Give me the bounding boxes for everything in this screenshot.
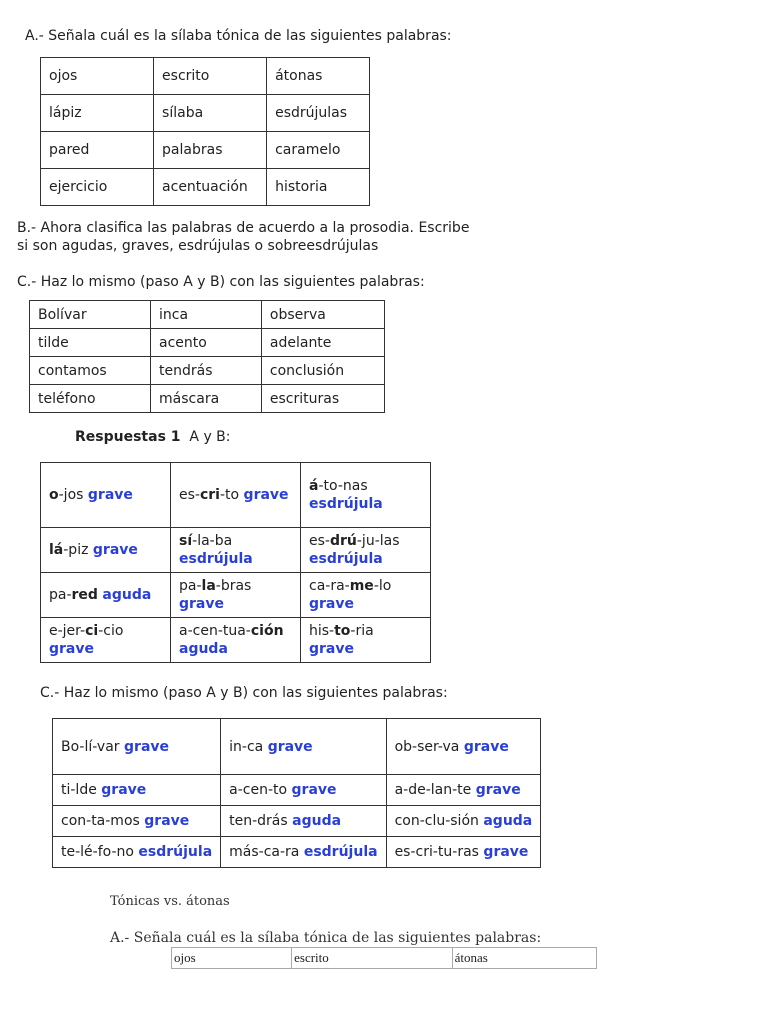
table-cell: caramelo bbox=[267, 132, 370, 169]
table-cell: máscara bbox=[151, 385, 262, 413]
section-c-instruction: C.- Haz lo mismo (paso A y B) con las siguientes palabras: bbox=[17, 274, 425, 290]
table-cell: historia bbox=[267, 169, 370, 206]
table-cell: ojos bbox=[41, 58, 154, 95]
table-cell: teléfono bbox=[30, 385, 151, 413]
answer-cell bbox=[221, 837, 386, 868]
answers-heading-rest: A y B: bbox=[189, 429, 231, 445]
table-cell: observa bbox=[261, 301, 384, 329]
answer-cell bbox=[53, 775, 221, 806]
answer-cell bbox=[386, 719, 541, 775]
syllable-text: es- bbox=[179, 487, 200, 503]
syllable-text: -lo bbox=[373, 578, 392, 594]
classification-label: esdrújula bbox=[138, 844, 213, 860]
table-cell: contamos bbox=[30, 357, 151, 385]
stressed-syllable: drú bbox=[329, 533, 357, 549]
table-row bbox=[30, 357, 385, 385]
table-cell: escrituras bbox=[261, 385, 384, 413]
classification-label: grave bbox=[101, 782, 147, 798]
syllable-text: -la-ba bbox=[192, 533, 233, 549]
table-cell: palabras bbox=[154, 132, 267, 169]
stressed-syllable: á bbox=[309, 478, 319, 494]
table-cell: escrito bbox=[292, 948, 453, 969]
table-row bbox=[53, 719, 541, 775]
answer-cell bbox=[301, 573, 431, 618]
answer-cell bbox=[41, 463, 171, 528]
table-row bbox=[41, 573, 431, 618]
table-row bbox=[30, 329, 385, 357]
syllabified-word: con-ta-mos bbox=[61, 813, 140, 829]
table-cell: Bolívar bbox=[30, 301, 151, 329]
classification-label: grave bbox=[309, 641, 354, 657]
tonicas-title: Tónicas vs. átonas bbox=[110, 894, 230, 909]
section-a-instruction-2: A.- Señala cuál es la sílaba tónica de las siguientes palabras: bbox=[110, 930, 542, 946]
table-cell: átonas bbox=[267, 58, 370, 95]
table-cell: escrito bbox=[154, 58, 267, 95]
table-a bbox=[40, 57, 370, 206]
classification-label: grave bbox=[463, 738, 509, 755]
syllable-text: -cio bbox=[98, 623, 124, 639]
syllable-text: pa- bbox=[49, 587, 72, 603]
answer-cell bbox=[41, 573, 171, 618]
table-row bbox=[41, 528, 431, 573]
stressed-syllable: ci bbox=[85, 623, 99, 639]
answer-cell bbox=[171, 463, 301, 528]
syllable-text: -ria bbox=[350, 623, 374, 639]
classification-label: aguda bbox=[102, 587, 152, 603]
syllabified-word: te-lé-fo-no bbox=[61, 844, 134, 860]
table-row bbox=[41, 132, 370, 169]
answer-cell bbox=[301, 463, 431, 528]
stressed-syllable: red bbox=[71, 587, 98, 603]
classification-label: grave bbox=[483, 844, 529, 860]
classification-label: grave bbox=[92, 542, 138, 558]
table-cell: lápiz bbox=[41, 95, 154, 132]
table-row bbox=[41, 95, 370, 132]
classification-label: grave bbox=[87, 487, 133, 503]
answer-cell bbox=[53, 806, 221, 837]
answer-cell bbox=[41, 528, 171, 573]
answer-cell bbox=[53, 837, 221, 868]
table-row bbox=[30, 301, 385, 329]
table-cell: inca bbox=[151, 301, 262, 329]
answer-cell bbox=[171, 528, 301, 573]
answer-cell bbox=[386, 775, 541, 806]
syllable-text: e-jer- bbox=[49, 623, 86, 639]
classification-label: grave bbox=[475, 782, 521, 798]
stressed-syllable: lá bbox=[49, 542, 64, 558]
syllabified-word: con-clu-sión bbox=[394, 813, 479, 829]
syllable-text: ca-ra- bbox=[309, 578, 350, 594]
classification-label: grave bbox=[243, 487, 289, 503]
table-row bbox=[41, 169, 370, 206]
syllabified-word: más-ca-ra bbox=[229, 844, 300, 860]
syllable-text: -ju-las bbox=[356, 533, 400, 549]
answer-cell bbox=[171, 618, 301, 663]
stressed-syllable: o bbox=[49, 487, 59, 503]
table-bottom bbox=[171, 947, 597, 969]
table-cell: ejercicio bbox=[41, 169, 154, 206]
table-row bbox=[172, 948, 597, 969]
answer-cell bbox=[301, 528, 431, 573]
classification-label: esdrújula bbox=[179, 551, 253, 567]
syllabified-word: es-cri-tu-ras bbox=[394, 844, 479, 860]
answers-heading bbox=[75, 428, 231, 446]
syllabified-word: a-cen-to bbox=[229, 782, 288, 798]
table-cell: esdrújulas bbox=[267, 95, 370, 132]
answer-cell bbox=[221, 806, 386, 837]
table-row bbox=[30, 385, 385, 413]
classification-label: grave bbox=[49, 641, 94, 657]
answers-c-table bbox=[52, 718, 541, 868]
syllable-text: -piz bbox=[63, 542, 89, 558]
syllable-text: -bras bbox=[215, 578, 252, 594]
syllable-text: -to bbox=[219, 487, 240, 503]
syllable-text: his- bbox=[309, 623, 335, 639]
classification-label: grave bbox=[291, 782, 337, 798]
answer-cell bbox=[221, 775, 386, 806]
answer-cell bbox=[386, 806, 541, 837]
table-row bbox=[41, 58, 370, 95]
classification-label: aguda bbox=[179, 641, 228, 657]
syllable-text: es- bbox=[309, 533, 330, 549]
table-row bbox=[41, 463, 431, 528]
syllable-text: pa- bbox=[179, 578, 202, 594]
table-cell: adelante bbox=[261, 329, 384, 357]
answers-heading-bold: Respuestas 1 bbox=[75, 429, 181, 445]
answer-cell bbox=[301, 618, 431, 663]
table-cell: pared bbox=[41, 132, 154, 169]
answer-cell bbox=[221, 719, 386, 775]
answers-ab-table bbox=[40, 462, 431, 663]
table-c bbox=[29, 300, 385, 413]
classification-label: grave bbox=[124, 738, 170, 755]
syllable-text: -jos bbox=[58, 487, 84, 503]
table-cell: acentuación bbox=[154, 169, 267, 206]
stressed-syllable: ción bbox=[250, 623, 284, 639]
answer-cell bbox=[53, 719, 221, 775]
syllable-text: -to-nas bbox=[318, 478, 368, 494]
classification-label: aguda bbox=[483, 813, 533, 829]
table-row bbox=[53, 775, 541, 806]
classification-label: grave bbox=[179, 596, 224, 612]
section-a-instruction: A.- Señala cuál es la sílaba tónica de las siguientes palabras: bbox=[25, 28, 452, 44]
stressed-syllable: la bbox=[201, 578, 216, 594]
answer-cell bbox=[171, 573, 301, 618]
table-cell: átonas bbox=[452, 948, 596, 969]
table-cell: tendrás bbox=[151, 357, 262, 385]
classification-label: grave bbox=[309, 596, 354, 612]
table-cell: acento bbox=[151, 329, 262, 357]
stressed-syllable: me bbox=[349, 578, 374, 594]
table-cell: sílaba bbox=[154, 95, 267, 132]
syllabified-word: in-ca bbox=[229, 738, 264, 755]
classification-label: grave bbox=[267, 738, 313, 755]
table-row bbox=[53, 806, 541, 837]
table-row bbox=[53, 837, 541, 868]
classification-label: aguda bbox=[292, 813, 342, 829]
classification-label: esdrújula bbox=[309, 496, 383, 512]
syllabified-word: Bo-lí-var bbox=[61, 738, 120, 755]
section-c-instruction-2: C.- Haz lo mismo (paso A y B) con las siguientes palabras: bbox=[40, 685, 448, 701]
syllable-text: a-cen-tua- bbox=[179, 623, 251, 639]
answer-cell bbox=[386, 837, 541, 868]
syllabified-word: ten-drás bbox=[229, 813, 288, 829]
classification-label: esdrújula bbox=[303, 844, 378, 860]
section-b-instruction-line2: si son agudas, graves, esdrújulas o sobreesdrújulas bbox=[17, 238, 379, 254]
table-cell: tilde bbox=[30, 329, 151, 357]
syllabified-word: ti-lde bbox=[61, 782, 97, 798]
table-cell: ojos bbox=[172, 948, 292, 969]
answer-cell bbox=[41, 618, 171, 663]
syllabified-word: a-de-lan-te bbox=[394, 782, 472, 798]
classification-label: esdrújula bbox=[309, 551, 383, 567]
stressed-syllable: sí bbox=[179, 533, 193, 549]
classification-label: grave bbox=[144, 813, 190, 829]
stressed-syllable: cri bbox=[199, 487, 220, 503]
table-row bbox=[41, 618, 431, 663]
section-b-instruction-line1: B.- Ahora clasifica las palabras de acuerdo a la prosodia. Escribe bbox=[17, 220, 470, 236]
stressed-syllable: to bbox=[334, 623, 351, 639]
table-cell: conclusión bbox=[261, 357, 384, 385]
syllabified-word: ob-ser-va bbox=[394, 738, 460, 755]
